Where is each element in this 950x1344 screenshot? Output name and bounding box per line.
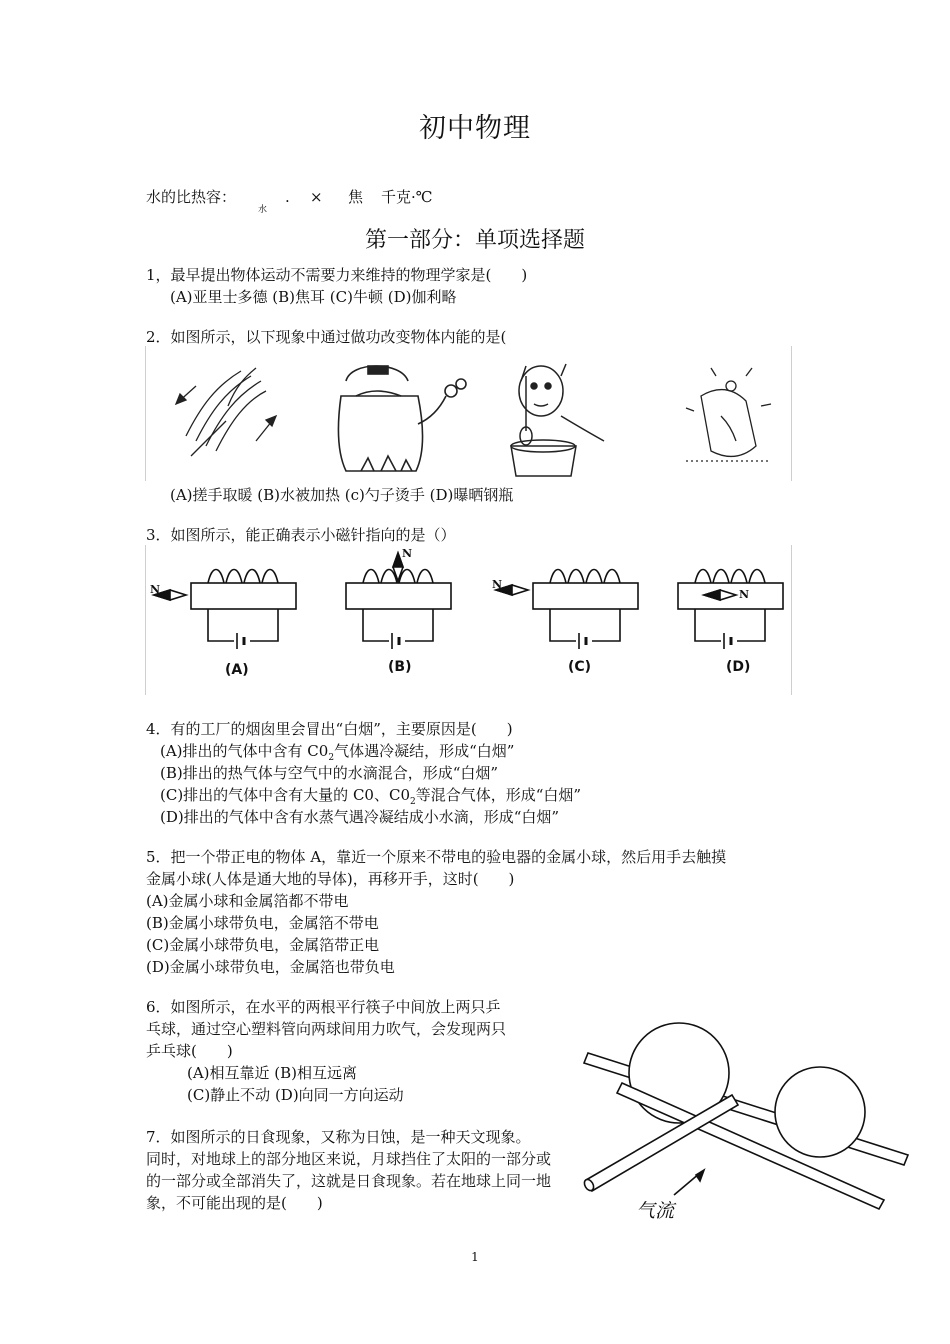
constants-times: × (310, 188, 323, 206)
circuit-a (154, 570, 296, 650)
q3-figure (145, 545, 792, 695)
q6-airflow-label: 气流 (636, 1200, 675, 1222)
kettle-picture (338, 366, 466, 471)
q4-stem: 4．有的工厂的烟囱里会冒出“白烟”，主要原因是( ) (146, 720, 513, 738)
q2-options: (A)搓手取暖 (B)水被加热 (c)勺子烫手 (D)曝晒钢瓶 (170, 486, 514, 504)
q7-line3: 的一部分或全部消失了，这就是日食现象。若在地球上同一地 (146, 1172, 552, 1190)
needle-a-label: N (150, 583, 161, 596)
q7-line4: 象，不可能出现的是( ) (146, 1194, 323, 1212)
q1-stem: 1，最早提出物体运动不需要力来维持的物理学家是( ) (146, 266, 528, 284)
hot-spoon-picture (511, 364, 604, 476)
q4-option-d: (D)排出的气体中含有水蒸气遇冷凝结成小水滴，形成“白烟” (160, 808, 560, 826)
q6-line3: 乒乓球( ) (146, 1042, 233, 1060)
constants-unit-kg: 千克·℃ (381, 188, 433, 206)
constants-unit-joule: 焦 (348, 188, 364, 206)
circuit-c (496, 570, 638, 650)
q6-options-2: (C)静止不动 (D)向同一方向运动 (187, 1086, 404, 1104)
steel-cylinder-picture (686, 368, 771, 461)
constants-label: 水的比热容： (146, 188, 237, 206)
q1-options: (A)亚里士多德 (B)焦耳 (C)牛顿 (D)伽利略 (170, 288, 457, 306)
q7-line1: 7．如图所示的日食现象，又称为日蚀，是一种天文现象。 (146, 1128, 531, 1146)
q2-figure-drawing (146, 346, 791, 481)
q7-line2: 同时，对地球上的部分地区来说，月球挡住了太阳的一部分或 (146, 1150, 552, 1168)
label-a: (A) (225, 662, 249, 678)
needle-b-label: N (402, 547, 413, 560)
section-heading: 第一部分：单项选择题 (364, 228, 585, 253)
page-number: 1 (471, 1250, 479, 1264)
q5-line2: 金属小球(人体是通大地的导体)，再移开手，这时( ) (146, 870, 515, 888)
q6-options-1: (A)相互靠近 (B)相互远离 (187, 1064, 358, 1082)
q2-figure (145, 346, 792, 481)
q5-option-b: (B)金属小球带负电，金属箔不带电 (146, 914, 379, 932)
needle-d-label: N (739, 588, 750, 601)
q5-option-a: (A)金属小球和金属箔都不带电 (146, 892, 349, 910)
label-c: (C) (568, 659, 592, 675)
page-title: 初中物理 (419, 113, 531, 144)
q5-line1: 5．把一个带正电的物体 A，靠近一个原来不带电的验电器的金属小球，然后用手去触摸 (146, 848, 727, 866)
q5-option-c: (C)金属小球带负电，金属箔带正电 (146, 936, 380, 954)
q2-stem: 2．如图所示，以下现象中通过做功改变物体内能的是( (146, 328, 507, 346)
label-b: (B) (388, 659, 412, 675)
q6-line1: 6．如图所示，在水平的两根平行筷子中间放上两只乒 (146, 998, 501, 1016)
constants-dot: . (285, 188, 290, 206)
rubbing-hands-picture (176, 368, 276, 456)
q6-line2: 乓球，通过空心塑料管向两球间用力吹气，会发现两只 (146, 1020, 507, 1038)
q4-option-b: (B)排出的热气体与空气中的水滴混合，形成“白烟” (160, 764, 499, 782)
q5-option-d: (D)金属小球带负电，金属箔也带负电 (146, 958, 395, 976)
q4-option-a: (A)排出的气体中含有 $C0_2$气体遇冷凝结，形成“白烟” (160, 742, 515, 763)
needle-c-label: N (492, 578, 503, 591)
label-d: (D) (726, 659, 751, 675)
circuit-b (346, 553, 451, 649)
q6-figure (582, 995, 912, 1230)
circuit-d (678, 570, 783, 650)
q4-option-c: (C)排出的气体中含有大量的 C0、$C0_2$等混合气体，形成“白烟” (160, 786, 582, 807)
constants-subscript: 水 (258, 205, 268, 215)
q3-stem: 3．如图所示，能正确表示小磁针指向的是（） (146, 526, 456, 544)
constants-line (146, 186, 236, 208)
